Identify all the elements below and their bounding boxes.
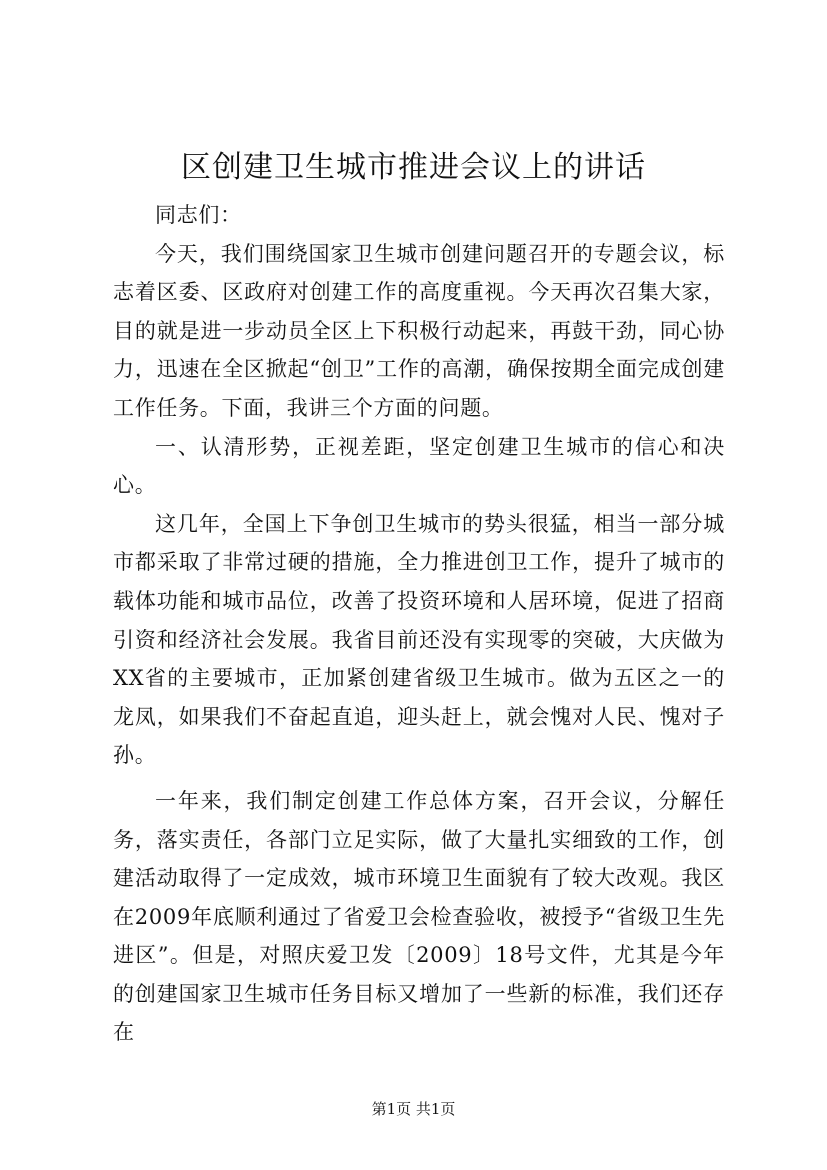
- paragraph-progress: 一年来，我们制定创建工作总体方案，召开会议，分解任务，落实责任，各部门立足实际，做了大量扎实细致的工作，创建活动取得了一定成效，城市环境卫生面貌有了较大改观。我区在2009年底顺利通过了省爱卫会检查验收，被授予“省级卫生先进区”。但是，对照庆爱卫发〔2009〕18号文件，尤其是今年的创建国家卫生城市任务目标又增加了一些新的标准，我们还存在: [113, 788, 725, 1045]
- document-title: 区创建卫生城市推进会议上的讲话: [181, 150, 646, 185]
- section-heading-1: 一、认清形势，正视差距，坚定创建卫生城市的信心和决心。: [113, 434, 725, 498]
- document-body: [113, 196, 725, 1052]
- page-footer: 第1页 共1页: [371, 1100, 456, 1118]
- paragraph-situation: 这几年，全国上下争创卫生城市的势头很猛，相当一部分城市都采取了非常过硬的措施，全力推进创卫工作，提升了城市的载体功能和城市品位，改善了投资环境和人居环境，促进了招商引资和经济社会发展。我省目前还没有实现零的突破，大庆做为XX省的主要城市，正加紧创建省级卫生城市。做为五区之一的龙凤，如果我们不奋起直追，迎头赶上，就会愧对人民、愧对子孙。: [113, 511, 725, 768]
- salutation: 同志们：: [155, 203, 242, 227]
- paragraph-intro: 今天，我们围绕国家卫生城市创建问题召开的专题会议，标志着区委、区政府对创建工作的高度重视。今天再次召集大家，目的就是进一步动员全区上下积极行动起来，再鼓干劲，同心协力，迅速在全区掀起“创卫”工作的高潮，确保按期全面完成创建工作任务。下面，我讲三个方面的问题。: [113, 241, 725, 420]
